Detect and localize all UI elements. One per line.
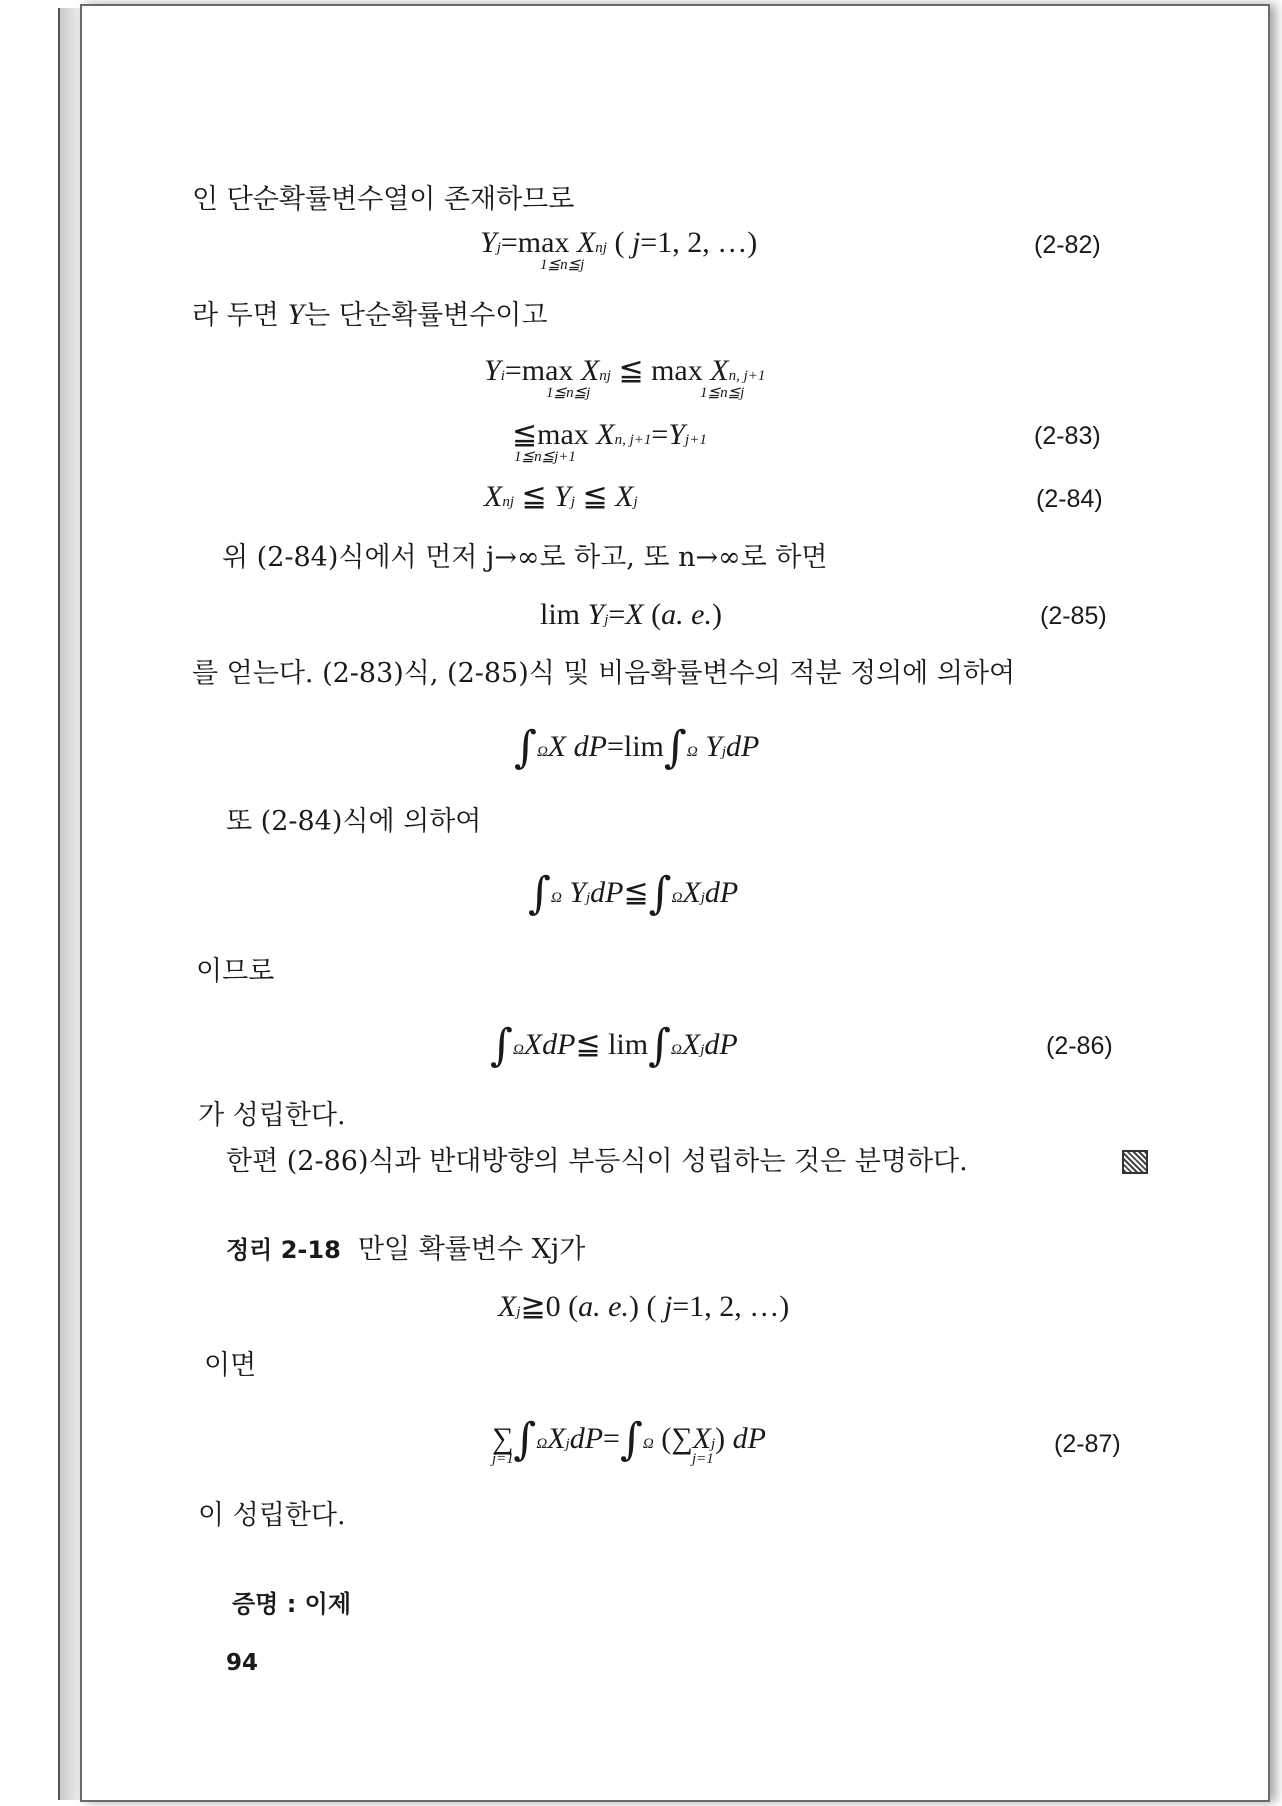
- text-line-6: 이므로: [196, 956, 275, 987]
- equation-number-2-87: (2-87): [1054, 1430, 1121, 1458]
- text-line-10: 이면: [204, 1350, 257, 1381]
- proof-start: 증명 : 이제: [232, 1590, 352, 1618]
- equation-2-87-sum-limits-1: j=1: [492, 1451, 514, 1467]
- equation-number-2-83: (2-83): [1034, 422, 1101, 450]
- theorem-2-18-line: [226, 1236, 585, 1263]
- text-line-2: 라 두면 Y는 단순확률변수이고: [192, 298, 548, 331]
- text-line-11: 이 성립한다.: [198, 1500, 346, 1531]
- equation-2-82: Yj=max Xnj ( j=1, 2, …): [480, 226, 758, 259]
- equation-2-86: ∫ΩXdP≦ lim∫ΩXjdP: [490, 1020, 738, 1071]
- equation-number-2-85: (2-85): [1040, 602, 1107, 630]
- equation-number-2-86: (2-86): [1046, 1032, 1113, 1060]
- equation-2-85: lim Yj=X (a. e.): [540, 598, 722, 631]
- equation-2-87-sum-limits-2: j=1: [692, 1451, 714, 1467]
- equation-2-87: ∑∫ΩXjdP=∫Ω (∑Xj) dP: [492, 1414, 766, 1465]
- equation-2-83-subscript-3: 1≦n≦j+1: [514, 449, 576, 465]
- text-line-8: 한편 (2-86)식과 반대방향의 부등식이 성립하는 것은 분명하다.: [226, 1146, 968, 1177]
- text-line-3: 위 (2-84)식에서 먼저 j→∞로 하고, 또 n→∞로 하면: [222, 542, 828, 573]
- equation-2-83-subscript-2: 1≦n≦j: [700, 385, 745, 401]
- equation-2-83-line-2: ≦max Xn, j+1=Yj+1: [512, 418, 707, 451]
- text-line-5: 또 (2-84)식에 의하여: [226, 806, 482, 837]
- text-line-4: 를 얻는다. (2-83)식, (2-85)식 및 비음확률변수의 적분 정의에 의하여: [192, 658, 1016, 689]
- equation-2-84: Xnj ≦ Yj ≦ Xj: [484, 480, 638, 513]
- equation-condition: Xj≧0 (a. e.) ( j=1, 2, …): [498, 1290, 790, 1323]
- text-line-7: 가 성립한다.: [198, 1100, 346, 1131]
- equation-number-2-84: (2-84): [1036, 485, 1103, 513]
- qed-end-of-proof-icon: [1122, 1150, 1148, 1174]
- equation-integral-2: ∫Ω YjdP≦∫ΩXjdP: [528, 868, 739, 919]
- equation-2-82-subscript: 1≦n≦j: [540, 257, 585, 273]
- equation-2-83-subscript-1: 1≦n≦j: [546, 385, 591, 401]
- theorem-label: 정리 2-18: [226, 1236, 341, 1264]
- equation-number-2-82: (2-82): [1034, 231, 1101, 259]
- equation-2-83-line-1: Yi=max Xnj ≦ max Xn, j+1: [484, 354, 766, 387]
- theorem-text: 만일 확률변수 Xj가: [357, 1234, 586, 1265]
- equation-integral-1: ∫ΩX dP=lim∫Ω YjdP: [514, 722, 760, 773]
- page-number: 94: [226, 1650, 259, 1676]
- text-line-1: 인 단순확률변수열이 존재하므로: [192, 184, 575, 215]
